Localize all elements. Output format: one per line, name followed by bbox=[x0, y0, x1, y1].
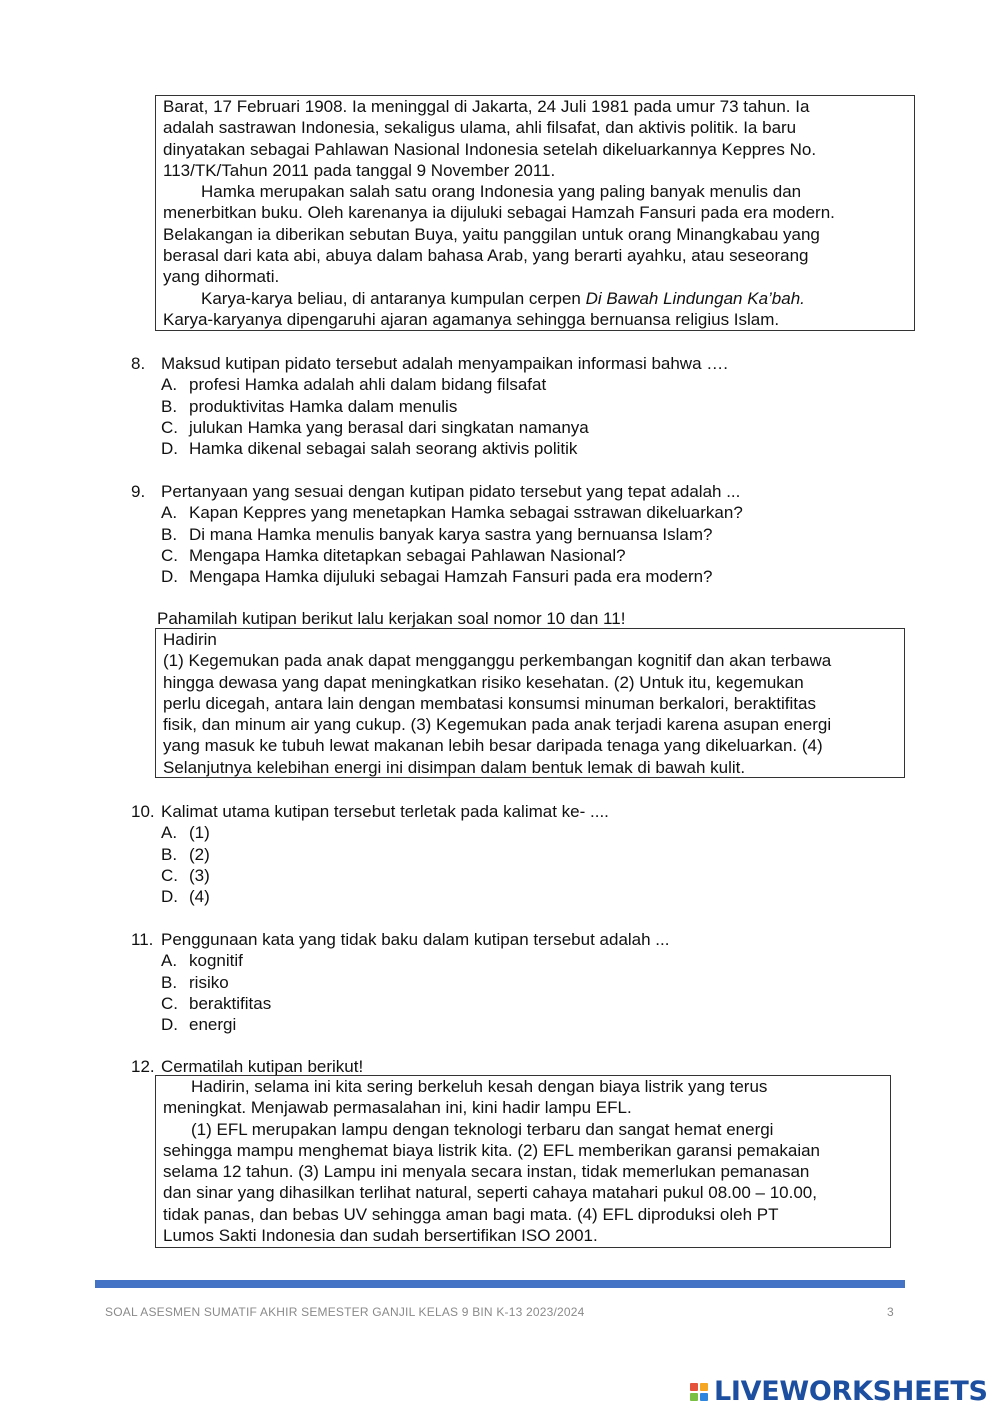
passage-line: Karya-karyanya dipengaruhi ajaran agamanya sehingga bernuansa religius Islam. bbox=[163, 309, 780, 329]
option-letter: D. bbox=[161, 439, 178, 459]
option-text: Mengapa Hamka dijuluki sebagai Hamzah Fansuri pada era modern? bbox=[189, 567, 713, 587]
passage-line: yang masuk ke tubuh lewat makanan lebih besar daripada tenaga yang dikeluarkan. (4) bbox=[163, 736, 823, 756]
option-c[interactable] bbox=[131, 417, 728, 438]
option-text: Kapan Keppres yang menetapkan Hamka sebagai sstrawan dikeluarkan? bbox=[189, 503, 743, 523]
passage-lampu-efl-box bbox=[155, 1075, 891, 1248]
option-b[interactable] bbox=[131, 844, 609, 865]
question-number: 12. bbox=[131, 1057, 155, 1076]
option-text: profesi Hamka adalah ahli dalam bidang filsafat bbox=[189, 375, 547, 395]
option-letter: D. bbox=[161, 1015, 178, 1035]
passage-line: adalah sastrawan Indonesia, sekaligus ulama, ahli filsafat, dan aktivis politik. Ia baru bbox=[163, 118, 797, 138]
option-text: energi bbox=[189, 1015, 237, 1035]
option-letter: C. bbox=[161, 545, 178, 565]
option-c[interactable] bbox=[131, 993, 669, 1014]
question-text: Maksud kutipan pidato tersebut adalah menyampaikan informasi bahwa …. bbox=[161, 354, 728, 373]
passage-line: Lumos Sakti Indonesia dan sudah bersertifikan ISO 2001. bbox=[163, 1226, 598, 1246]
option-letter: B. bbox=[161, 524, 178, 544]
passage-line: berasal dari kata abi, abuya dalam bahasa Arab, yang berarti ayahku, atau seseorang bbox=[163, 246, 809, 266]
question-text: Cermatilah kutipan berikut! bbox=[161, 1057, 364, 1076]
passage-line: meningkat. Menjawab permasalahan ini, kini hadir lampu EFL. bbox=[163, 1098, 632, 1118]
option-letter: C. bbox=[161, 865, 178, 885]
option-a[interactable] bbox=[131, 822, 609, 843]
option-letter: C. bbox=[161, 993, 178, 1013]
question-number: 8. bbox=[131, 354, 146, 373]
question-text: Penggunaan kata yang tidak baku dalam kutipan tersebut adalah ... bbox=[161, 930, 670, 949]
option-b[interactable] bbox=[131, 972, 669, 993]
option-b[interactable] bbox=[131, 396, 728, 417]
option-text: produktivitas Hamka dalam menulis bbox=[189, 396, 458, 416]
option-d[interactable] bbox=[131, 886, 609, 907]
question-8 bbox=[131, 353, 728, 459]
option-text: beraktifitas bbox=[189, 993, 272, 1013]
option-text: (4) bbox=[189, 887, 210, 907]
option-letter: C. bbox=[161, 417, 178, 437]
option-letter: B. bbox=[161, 972, 178, 992]
passage-line: fisik, dan minum air yang cukup. (3) Kegemukan pada anak terjadi karena asupan energi bbox=[163, 715, 832, 735]
instruction-10-11: Pahamilah kutipan berikut lalu kerjakan soal nomor 10 dan 11! bbox=[157, 609, 626, 628]
passage-line: 113/TK/Tahun 2011 pada tanggal 9 November 2011. bbox=[163, 160, 556, 180]
passage-line: Belakangan ia diberikan sebutan Buya, yaitu panggilan untuk orang Minangkabau yang bbox=[163, 224, 820, 244]
passage-line: (1) Kegemukan pada anak dapat mengganggu perkembangan kognitif dan akan terbawa bbox=[163, 651, 832, 671]
passage-line: Hadirin bbox=[163, 630, 217, 649]
option-letter: B. bbox=[161, 396, 178, 416]
option-text: (1) bbox=[189, 823, 210, 843]
option-letter: A. bbox=[161, 823, 178, 843]
option-c[interactable] bbox=[131, 865, 609, 886]
option-b[interactable] bbox=[131, 524, 743, 545]
question-10 bbox=[131, 801, 609, 907]
passage-line bbox=[163, 288, 908, 309]
passage-line: dinyatakan sebagai Pahlawan Nasional Indonesia setelah dikeluarkannya Keppres No. bbox=[163, 139, 817, 159]
option-text: kognitif bbox=[189, 951, 243, 971]
option-d[interactable] bbox=[131, 1014, 669, 1035]
passage-line: Hamka merupakan salah satu orang Indonesia yang paling banyak menulis dan bbox=[201, 182, 802, 202]
option-letter: A. bbox=[161, 503, 178, 523]
passage-line: tidak panas, dan bebas UV sehingga aman bagi mata. (4) EFL diproduksi oleh PT bbox=[163, 1204, 779, 1224]
book-title: Di Bawah Lindungan Ka’bah. bbox=[585, 288, 805, 308]
option-letter: B. bbox=[161, 844, 178, 864]
passage-line: (1) EFL merupakan lampu dengan teknologi terbaru dan sangat hemat energi bbox=[191, 1119, 774, 1139]
page-number: 3 bbox=[887, 1305, 894, 1319]
passage-text: Karya-karya beliau, di antaranya kumpulan cerpen bbox=[201, 288, 586, 308]
passage-line: Hadirin, selama ini kita sering berkeluh kesah dengan biaya listrik yang terus bbox=[191, 1077, 768, 1096]
option-text: Di mana Hamka menulis banyak karya sastra yang bernuansa Islam? bbox=[189, 524, 713, 544]
passage-line: menerbitkan buku. Oleh karenanya ia dijuluki sebagai Hamzah Fansuri pada era modern. bbox=[163, 203, 835, 223]
passage-line: yang dihormati. bbox=[163, 267, 280, 287]
option-d[interactable] bbox=[131, 566, 743, 587]
option-c[interactable] bbox=[131, 545, 743, 566]
passage-line: perlu dicegah, antara lain dengan membatasi konsumsi minuman berkalori, beraktifitas bbox=[163, 693, 816, 713]
question-number: 9. bbox=[131, 482, 146, 501]
passage-line: Barat, 17 Februari 1908. Ia meninggal di Jakarta, 24 Juli 1981 pada umur 73 tahun. Ia bbox=[163, 97, 810, 116]
passage-line: Selanjutnya kelebihan energi ini disimpan dalam bentuk lemak di bawah kulit. bbox=[163, 757, 746, 777]
option-letter: D. bbox=[161, 567, 178, 587]
brand-name: LIVEWORKSHEETS bbox=[714, 1376, 988, 1407]
option-a[interactable] bbox=[131, 950, 669, 971]
question-number: 11. bbox=[131, 930, 154, 949]
liveworksheets-logo-icon bbox=[690, 1383, 708, 1401]
option-letter: A. bbox=[161, 375, 178, 395]
option-text: Mengapa Hamka ditetapkan sebagai Pahlawan Nasional? bbox=[189, 545, 626, 565]
question-text: Pertanyaan yang sesuai dengan kutipan pidato tersebut yang tepat adalah ... bbox=[161, 482, 741, 501]
option-letter: A. bbox=[161, 951, 178, 971]
question-text: Kalimat utama kutipan tersebut terletak pada kalimat ke- .... bbox=[161, 802, 609, 821]
passage-hamka-box bbox=[155, 95, 915, 331]
option-letter: D. bbox=[161, 887, 178, 907]
question-number: 10. bbox=[131, 802, 155, 821]
footer-divider bbox=[95, 1280, 905, 1288]
liveworksheets-brand[interactable] bbox=[690, 1376, 988, 1407]
option-d[interactable] bbox=[131, 438, 728, 459]
passage-line: dan sinar yang dihasilkan terlihat natural, seperti cahaya matahari pukul 08.00 – 10.00, bbox=[163, 1183, 817, 1203]
question-9 bbox=[131, 481, 743, 587]
option-text: (3) bbox=[189, 865, 210, 885]
question-11 bbox=[131, 929, 669, 1035]
option-a[interactable] bbox=[131, 374, 728, 395]
option-text: risiko bbox=[189, 972, 229, 992]
option-a[interactable] bbox=[131, 502, 743, 523]
option-text: Hamka dikenal sebagai salah seorang aktivis politik bbox=[189, 439, 578, 459]
passage-line: sehingga mampu menghemat biaya listrik kita. (2) EFL memberikan garansi pemakaian bbox=[163, 1140, 821, 1160]
passage-line: hingga dewasa yang dapat meningkatkan risiko kesehatan. (2) Untuk itu, kegemukan bbox=[163, 672, 804, 692]
passage-kegemukan-box bbox=[155, 628, 905, 778]
passage-line: selama 12 tahun. (3) Lampu ini menyala secara instan, tidak memerlukan pemanasan bbox=[163, 1162, 810, 1182]
option-text: (2) bbox=[189, 844, 210, 864]
footer-title: SOAL ASESMEN SUMATIF AKHIR SEMESTER GANJIL KELAS 9 BIN K-13 2023/2024 bbox=[105, 1305, 585, 1319]
option-text: julukan Hamka yang berasal dari singkatan namanya bbox=[189, 417, 589, 437]
